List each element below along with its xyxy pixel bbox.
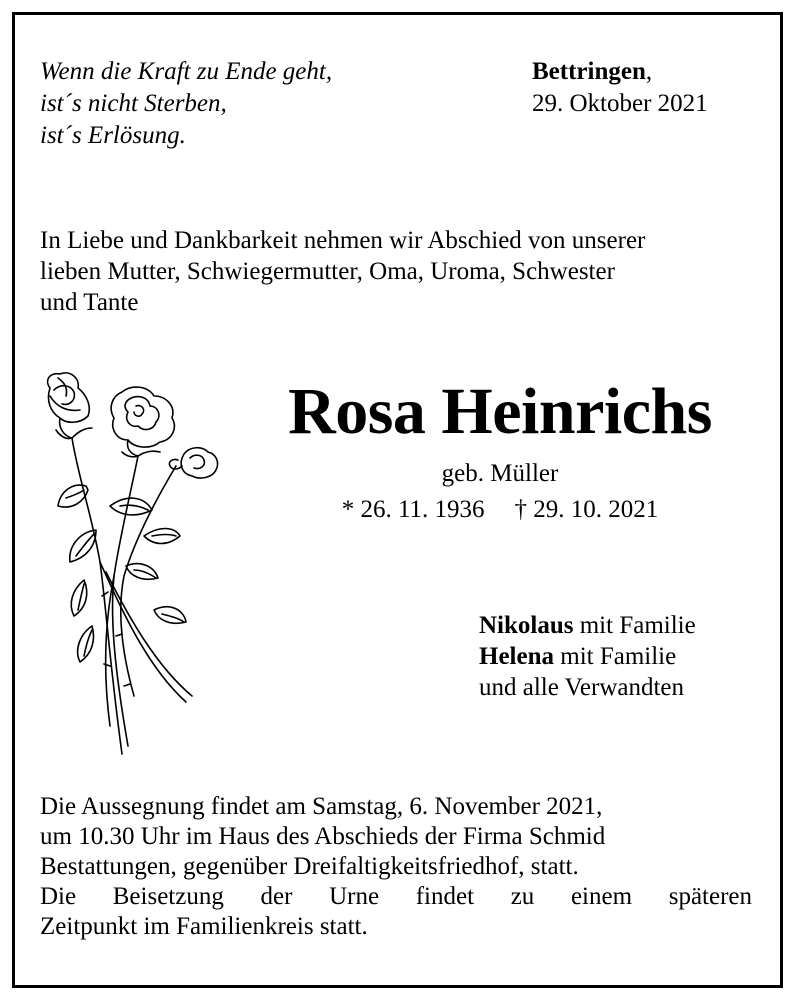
intro-text: [40, 225, 755, 318]
maiden-name: geb. Müller: [441, 460, 559, 487]
place-date: [532, 56, 708, 120]
death-date: † 29. 10. 2021: [514, 496, 659, 523]
motto-verse: [40, 56, 332, 152]
mourners-list: [479, 610, 696, 703]
service-line: um 10.30 Uhr im Haus des Abschieds der Firma Schmid: [40, 823, 606, 850]
intro-line: lieben Mutter, Schwiegermutter, Oma, Uroma, Schwester: [40, 258, 615, 285]
mourner-suffix: mit Familie: [554, 643, 677, 670]
service-line: Zeitpunkt im Familienkreis statt.: [40, 913, 368, 940]
mourner-suffix: und alle Verwandten: [479, 674, 685, 701]
service-line: Die Aussegnung findet am Samstag, 6. November 2021,: [40, 793, 603, 820]
service-line: Bestattungen, gegenüber Dreifaltigkeitsfriedhof, statt.: [40, 853, 579, 880]
mourner-name: Helena: [479, 643, 554, 670]
intro-line: In Liebe und Dankbarkeit nehmen wir Abschied von unserer: [40, 227, 646, 254]
motto-line: Wenn die Kraft zu Ende geht,: [40, 58, 333, 85]
mourner-line: [479, 641, 696, 672]
motto-line: ist´s Erlösung.: [40, 122, 186, 149]
mourner-line: [479, 610, 696, 641]
life-dates: [300, 494, 700, 526]
mourner-name: Nikolaus: [479, 612, 574, 639]
place-comma: ,: [645, 58, 653, 85]
rose-bouquet-illustration: [36, 366, 236, 758]
place-name: Bettringen: [532, 58, 646, 85]
birth-date: * 26. 11. 1936: [341, 496, 485, 523]
motto-line: ist´s nicht Sterben,: [40, 90, 227, 117]
mourner-suffix: mit Familie: [573, 612, 696, 639]
mourner-line: [479, 672, 696, 703]
service-line: Die Beisetzung der Urne findet zu einem späteren: [40, 883, 752, 910]
intro-line: und Tante: [40, 289, 139, 316]
notice-date: 29. Oktober 2021: [532, 90, 708, 117]
service-info: [40, 792, 752, 942]
deceased-name: Rosa Heinrichs: [288, 375, 712, 448]
